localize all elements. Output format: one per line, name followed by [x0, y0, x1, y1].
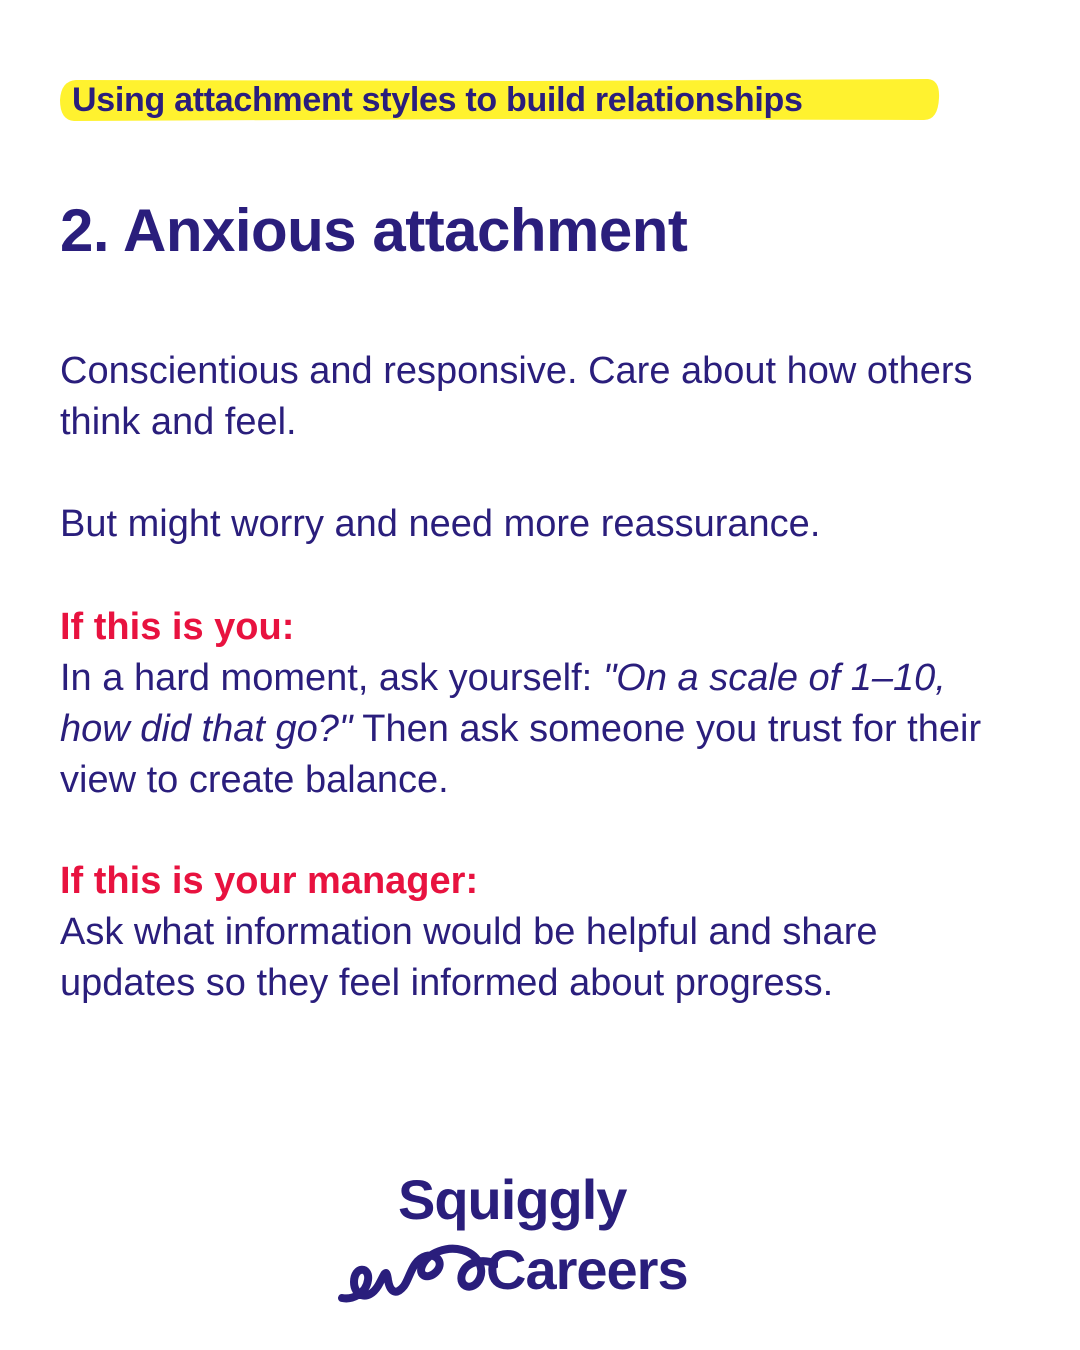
page-title: 2. Anxious attachment — [60, 197, 688, 264]
logo-line-1: Squiggly — [398, 1168, 627, 1231]
caveat-paragraph: But might worry and need more reassurance. — [60, 503, 821, 545]
squiggly-careers-logo — [338, 1168, 718, 1313]
logo-line-2: Careers — [486, 1238, 688, 1301]
description-paragraph: Conscientious and responsive. Care about how others think and feel. — [60, 350, 973, 443]
you-section-quote: "On a scale of 1–10, how did that go?" — [60, 657, 946, 750]
you-section — [60, 602, 1020, 806]
you-section-label: If this is you: — [60, 606, 295, 648]
manager-section-text: Ask what information would be helpful and share updates so they feel informed about progress. — [60, 911, 878, 1004]
header-kicker: Using attachment styles to build relationships — [72, 81, 803, 119]
manager-section-label: If this is your manager: — [60, 860, 479, 902]
header-highlight — [58, 78, 940, 122]
you-section-text-after: Then ask someone you trust for their view to create balance. — [60, 708, 982, 801]
you-section-text-before: In a hard moment, ask yourself: — [60, 657, 603, 699]
squiggle-icon — [338, 1236, 498, 1312]
manager-section — [60, 856, 1020, 1009]
